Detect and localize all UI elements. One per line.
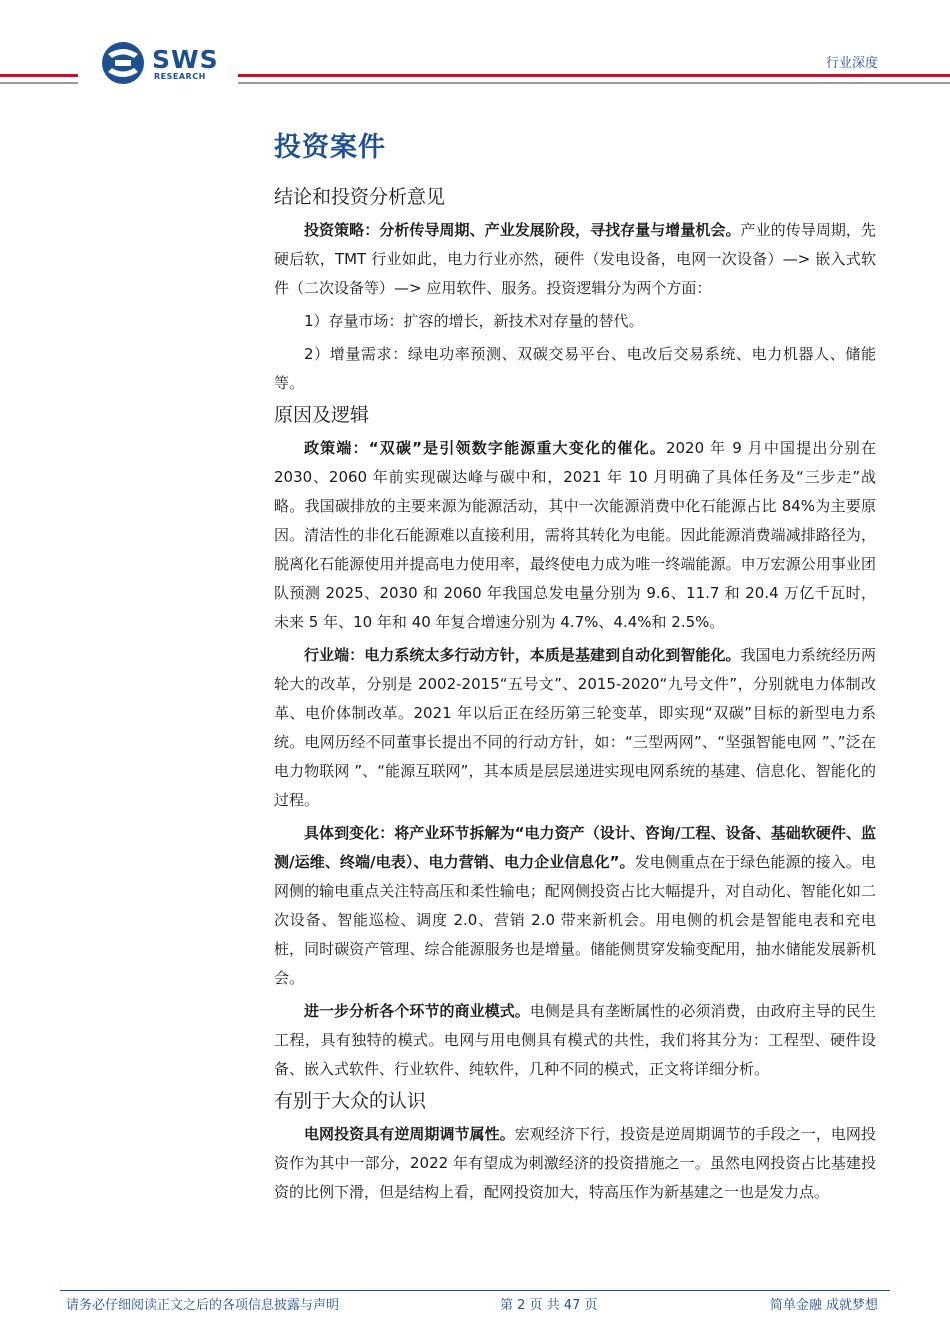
paragraph [274,819,876,993]
footer-page-number: 第 2 页 共 47 页 [500,1298,598,1313]
section-heading: 有别于大众的认识 [274,1090,427,1112]
paragraph [274,997,876,1084]
paragraph [274,340,876,398]
paragraph [274,434,876,637]
paragraph-body: 发电侧重点在于绿色能源的接入。电网侧的输电重点关注特高压和柔性输电；配网侧投资占比大幅提升，对自动化、智能化如二次设备、智能巡检、调度 2.0、营销 2.0 带来新机会。用电侧的机会是智能电表和充电桩，同时碳资产管理、综合能源服务也是增量。储能侧贯穿发输变配用，抽水储能发展新机会。 [274,853,876,987]
paragraph-body: 产业的传导周期，先硬后软，TMT 行业如此，电力行业亦然，硬件（发电设备，电网一次设备）—> 嵌入式软件（二次设备等）—> 应用软件、服务。投资逻辑分为两个方面： [274,221,876,297]
paragraph [274,216,876,303]
paragraph-lead: 投资策略：分析传导周期、产业发展阶段，寻找存量与增量机会。 [304,221,741,239]
section-heading: 原因及逻辑 [274,404,370,426]
paragraph-body: 2020 年 9 月中国提出分别在 2030、2060 年前实现碳达峰与碳中和，2021 年 10 月明确了具体任务及“三步走”战略。我国碳排放的主要来源为能源活动，其中一次能源消费中化石能源占比 84%为主要原因。清洁性的非化石能源难以直接利用，需将其转化为电能。因此能源消费端减排路径为，脱离化石能源使用并提高电力使用率，最终使电力成为唯一终端能源。申万宏源公用事业团队预测 2025、2030 和 2060 年我国总发电量分别为 9.6、11.7 和 20.4 万亿千瓦时，未来 5 年、10 年和 40 年复合增速分别为 4.7%、4.4%和 2.5%。 [274,439,876,631]
main-content [274,128,876,1209]
paragraph-lead: 政策端：“双碳”是引领数字能源重大变化的催化。 [304,439,666,457]
paragraph-body: 1）存量市场：扩容的增长，新技术对存量的替代。 [304,312,644,330]
footer-slogan: 简单金融 成就梦想 [769,1298,878,1313]
logo-text: SWS [152,45,219,74]
paragraph-lead: 电网投资具有逆周期调节属性。 [304,1125,515,1143]
section-heading: 结论和投资分析意见 [274,186,446,208]
paragraph-body: 我国电力系统经历两轮大的改革，分别是 2002-2015“五号文”、2015-2020“九号文件”，分别就电力体制改革、电价体制改革。2021 年以后正在经历第三轮变革，即实现“双碳”目标的新型电力系统。电网历经不同董事长提出不同的行动方针，如：“三型两网”、“坚强智能电网 ”、”泛在电力物联网 ”、“能源互联网”，其本质是层层递进实现电网系统的基建、信息化、智能化的过程。 [274,646,876,809]
header-rule-gray-left [0,82,78,84]
page-title: 投资案件 [274,132,386,163]
logo-subtext: RESEARCH [154,72,206,81]
paragraph-lead: 具体到变化：将产业环节拆解为“电力资产（设计、咨询/工程、设备、基础软硬件、监测/运维、终端/电表）、电力营销、电力企业信息化”。 [274,824,876,871]
footer-rule [60,1290,890,1291]
paragraph-lead: 进一步分析各个环节的商业模式。 [304,1002,530,1020]
paragraph [274,641,876,815]
paragraph [274,1120,876,1207]
header-rule-red-right [238,74,950,77]
footer-disclaimer: 请务必仔细阅读正文之后的各项信息披露与声明 [66,1298,340,1313]
header-rule-gray-right [238,82,950,84]
paragraph-body: 宏观经济下行，投资是逆周期调节的手段之一，电网投资作为其中一部分，2022 年有望成为刺激经济的投资措施之一。虽然电网投资占比基建投资的比例下滑，但是结构上看，配网投资加大，特高压作为新基建之一也是发力点。 [274,1125,876,1201]
document-type-label: 行业深度 [825,56,878,71]
paragraph-lead: 行业端：电力系统太多行动方针，本质是基建到自动化到智能化。 [304,646,741,664]
paragraph-body: 2）增量需求：绿电功率预测、双碳交易平台、电改后交易系统、电力机器人、储能等。 [274,345,876,392]
sws-research-logo [100,40,230,86]
sws-logo-icon [100,40,148,86]
page-header [0,0,950,100]
paragraph-body: 电侧是具有垄断属性的必须消费，由政府主导的民生工程，具有独特的模式。电网与用电侧具有模式的共性，我们将其分为：工程型、硬件设备、嵌入式软件、行业软件、纯软件，几种不同的模式，正文将详细分析。 [274,1002,876,1078]
paragraph [274,307,876,336]
header-rule-red-left [0,74,78,77]
